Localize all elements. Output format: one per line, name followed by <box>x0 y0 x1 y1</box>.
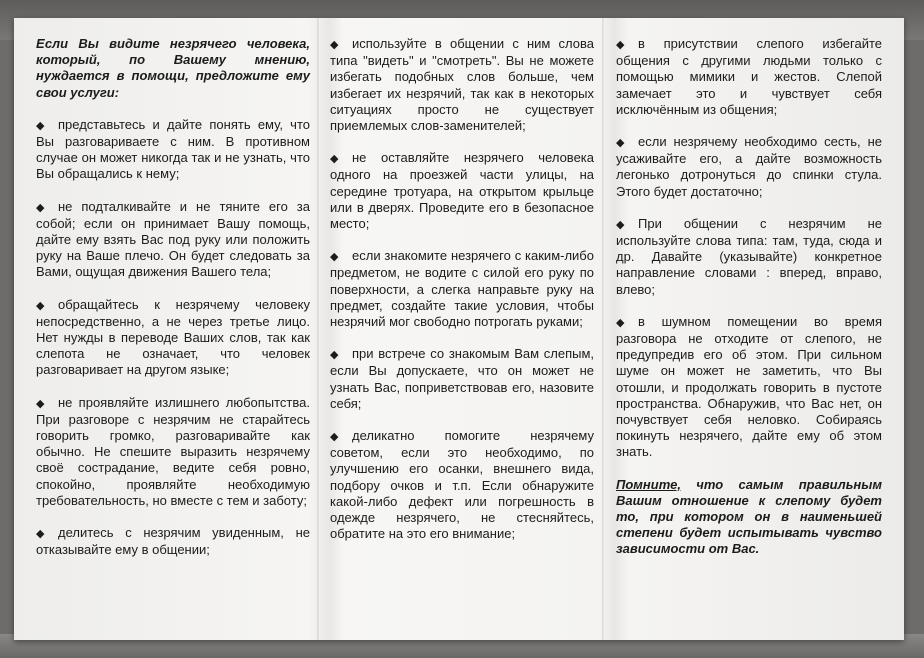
list-item <box>616 314 882 461</box>
bullet-icon: ◆ <box>616 137 625 150</box>
bullet-icon: ◆ <box>36 397 45 410</box>
list-item <box>36 395 310 509</box>
bullet-icon: ◆ <box>36 119 45 132</box>
list-item-text: при встрече со знакомым Вам слепым, если Вы допускаете, что он может не узнать Вас, поприветствовав его, назовите себя; <box>330 346 594 411</box>
list-item-text: если незрячему необходимо сесть, не усаживайте его, а дайте возможность легонько дотронуться до спинки стула. Этого будет достаточно; <box>616 134 882 199</box>
list-item-text: используйте в общении с ним слова типа "видеть" и "смотреть". Вы не можете избегать подобных слов больше, чем избегает их незрячий, так как в некоторых ситуациях просто не существует приемлемых слов-заменителей; <box>330 36 594 134</box>
fold-line-right <box>602 18 604 640</box>
bullet-icon: ◆ <box>330 349 339 362</box>
list-item-text: деликатно помогите незрячему советом, если это необходимо, по улучшению его осанки, внешнего вида, подбору очков и т.п. Если обнаружите какой-либо дефект или погрешность в одежде незрячего, не стесняйтесь, обратите на это его внимание; <box>330 428 594 542</box>
list-item <box>330 248 594 330</box>
list-item-text: представьтесь и дайте понять ему, что Вы разговариваете с ним. В противном случае он может никогда так и не узнать, что Вы обращались к нему; <box>36 116 310 182</box>
list-item-text: не подталкивайте и не тяните его за собой; если он принимает Вашу помощь, дайте ему взять Вас под руку или положить руку на Ваше плечо. Он будет следовать за Вами, ощущая движения Вашего тела; <box>36 198 310 280</box>
list-item <box>330 150 594 232</box>
list-item-text: в присутствии слепого избегайте общения с другими людьми только с помощью мимики и жестов. Слепой замечает это и чувствует себя исключённым из общения; <box>616 36 882 117</box>
bullet-icon: ◆ <box>36 528 45 541</box>
list-item <box>330 346 594 412</box>
list-item <box>616 36 882 118</box>
list-item <box>330 36 594 134</box>
list-item-text: в шумном помещении во время разговора не отходите от слепого, не предупредив его об этом. При сильном шуме он может не заметить, что Вы отошли, и продолжать говорить в пустоте пространства. Обнаружив, что Вас нет, он почувствует себя неловко. Собираясь покинуть незрячего, дайте ему об этом знать. <box>616 313 882 460</box>
leaflet-column-middle <box>330 36 594 558</box>
list-item-text: обращайтесь к незрячему человеку непосредственно, а не через третье лицо. Нет нужды в переводе Ваших слов, так как слепота не означает, что человек разговаривает на другом языке; <box>36 296 310 378</box>
list-item-text: не проявляйте излишнего любопытства. При разговоре с незрячим не старайтесь говорить громко, разговаривайте как обычно. Не спешите выразить незрячему своё сострадание, ведите себя ровно, спокойно, проявляйте необходимую требовательность, но вместе с тем и заботу; <box>36 394 310 508</box>
bullet-icon: ◆ <box>330 39 339 51</box>
bullet-icon: ◆ <box>330 251 339 264</box>
list-item <box>616 134 882 200</box>
closing-note-text: что самым правильным Вашим отношение к слепому будет то, при котором он в наименьшей степени будет испытывать чувство зависимости от Вас. <box>616 476 882 557</box>
fold-line-left <box>317 18 319 640</box>
list-item <box>330 428 594 542</box>
list-item-text: если знакомите незрячего с каким-либо предметом, не водите с силой его руку по поверхности, а слегка направьте руку на предмет, создайте такие условия, чтобы незрячий мог свободно потрогать руками; <box>330 248 594 330</box>
list-item-text: делитесь с незрячим увиденным, не отказывайте ему в общении; <box>36 525 310 558</box>
bullet-icon: ◆ <box>36 299 45 312</box>
trifold-leaflet <box>14 18 904 640</box>
list-item <box>616 216 882 298</box>
list-item-text: не оставляйте незрячего человека одного на проезжей части улицы, на середине тротуара, на открытом крыльце или в дверях. Проведите его в безопасное место; <box>330 150 594 232</box>
leaflet-column-left <box>36 36 310 574</box>
list-item <box>36 199 310 281</box>
closing-note-lead: Помните, <box>616 476 681 492</box>
bullet-icon: ◆ <box>36 201 45 214</box>
bullet-icon: ◆ <box>330 153 339 166</box>
intro-heading: Если Вы видите незрячего человека, который, по Вашему мнению, нуждается в помощи, предложите ему свои услуги: <box>36 36 310 100</box>
bullet-icon: ◆ <box>616 39 625 51</box>
list-item <box>36 117 310 183</box>
bullet-icon: ◆ <box>616 316 625 329</box>
list-item <box>36 297 310 379</box>
closing-note <box>616 477 882 558</box>
leaflet-column-right <box>616 36 882 574</box>
list-item <box>36 525 310 558</box>
bullet-icon: ◆ <box>330 431 339 444</box>
list-item-text: При общении с незрячим не используйте слова типа: там, туда, сюда и др. Давайте (указывайте) конкретное направление словами : вперед, вправо, влево; <box>616 215 882 297</box>
bullet-icon: ◆ <box>616 218 625 231</box>
